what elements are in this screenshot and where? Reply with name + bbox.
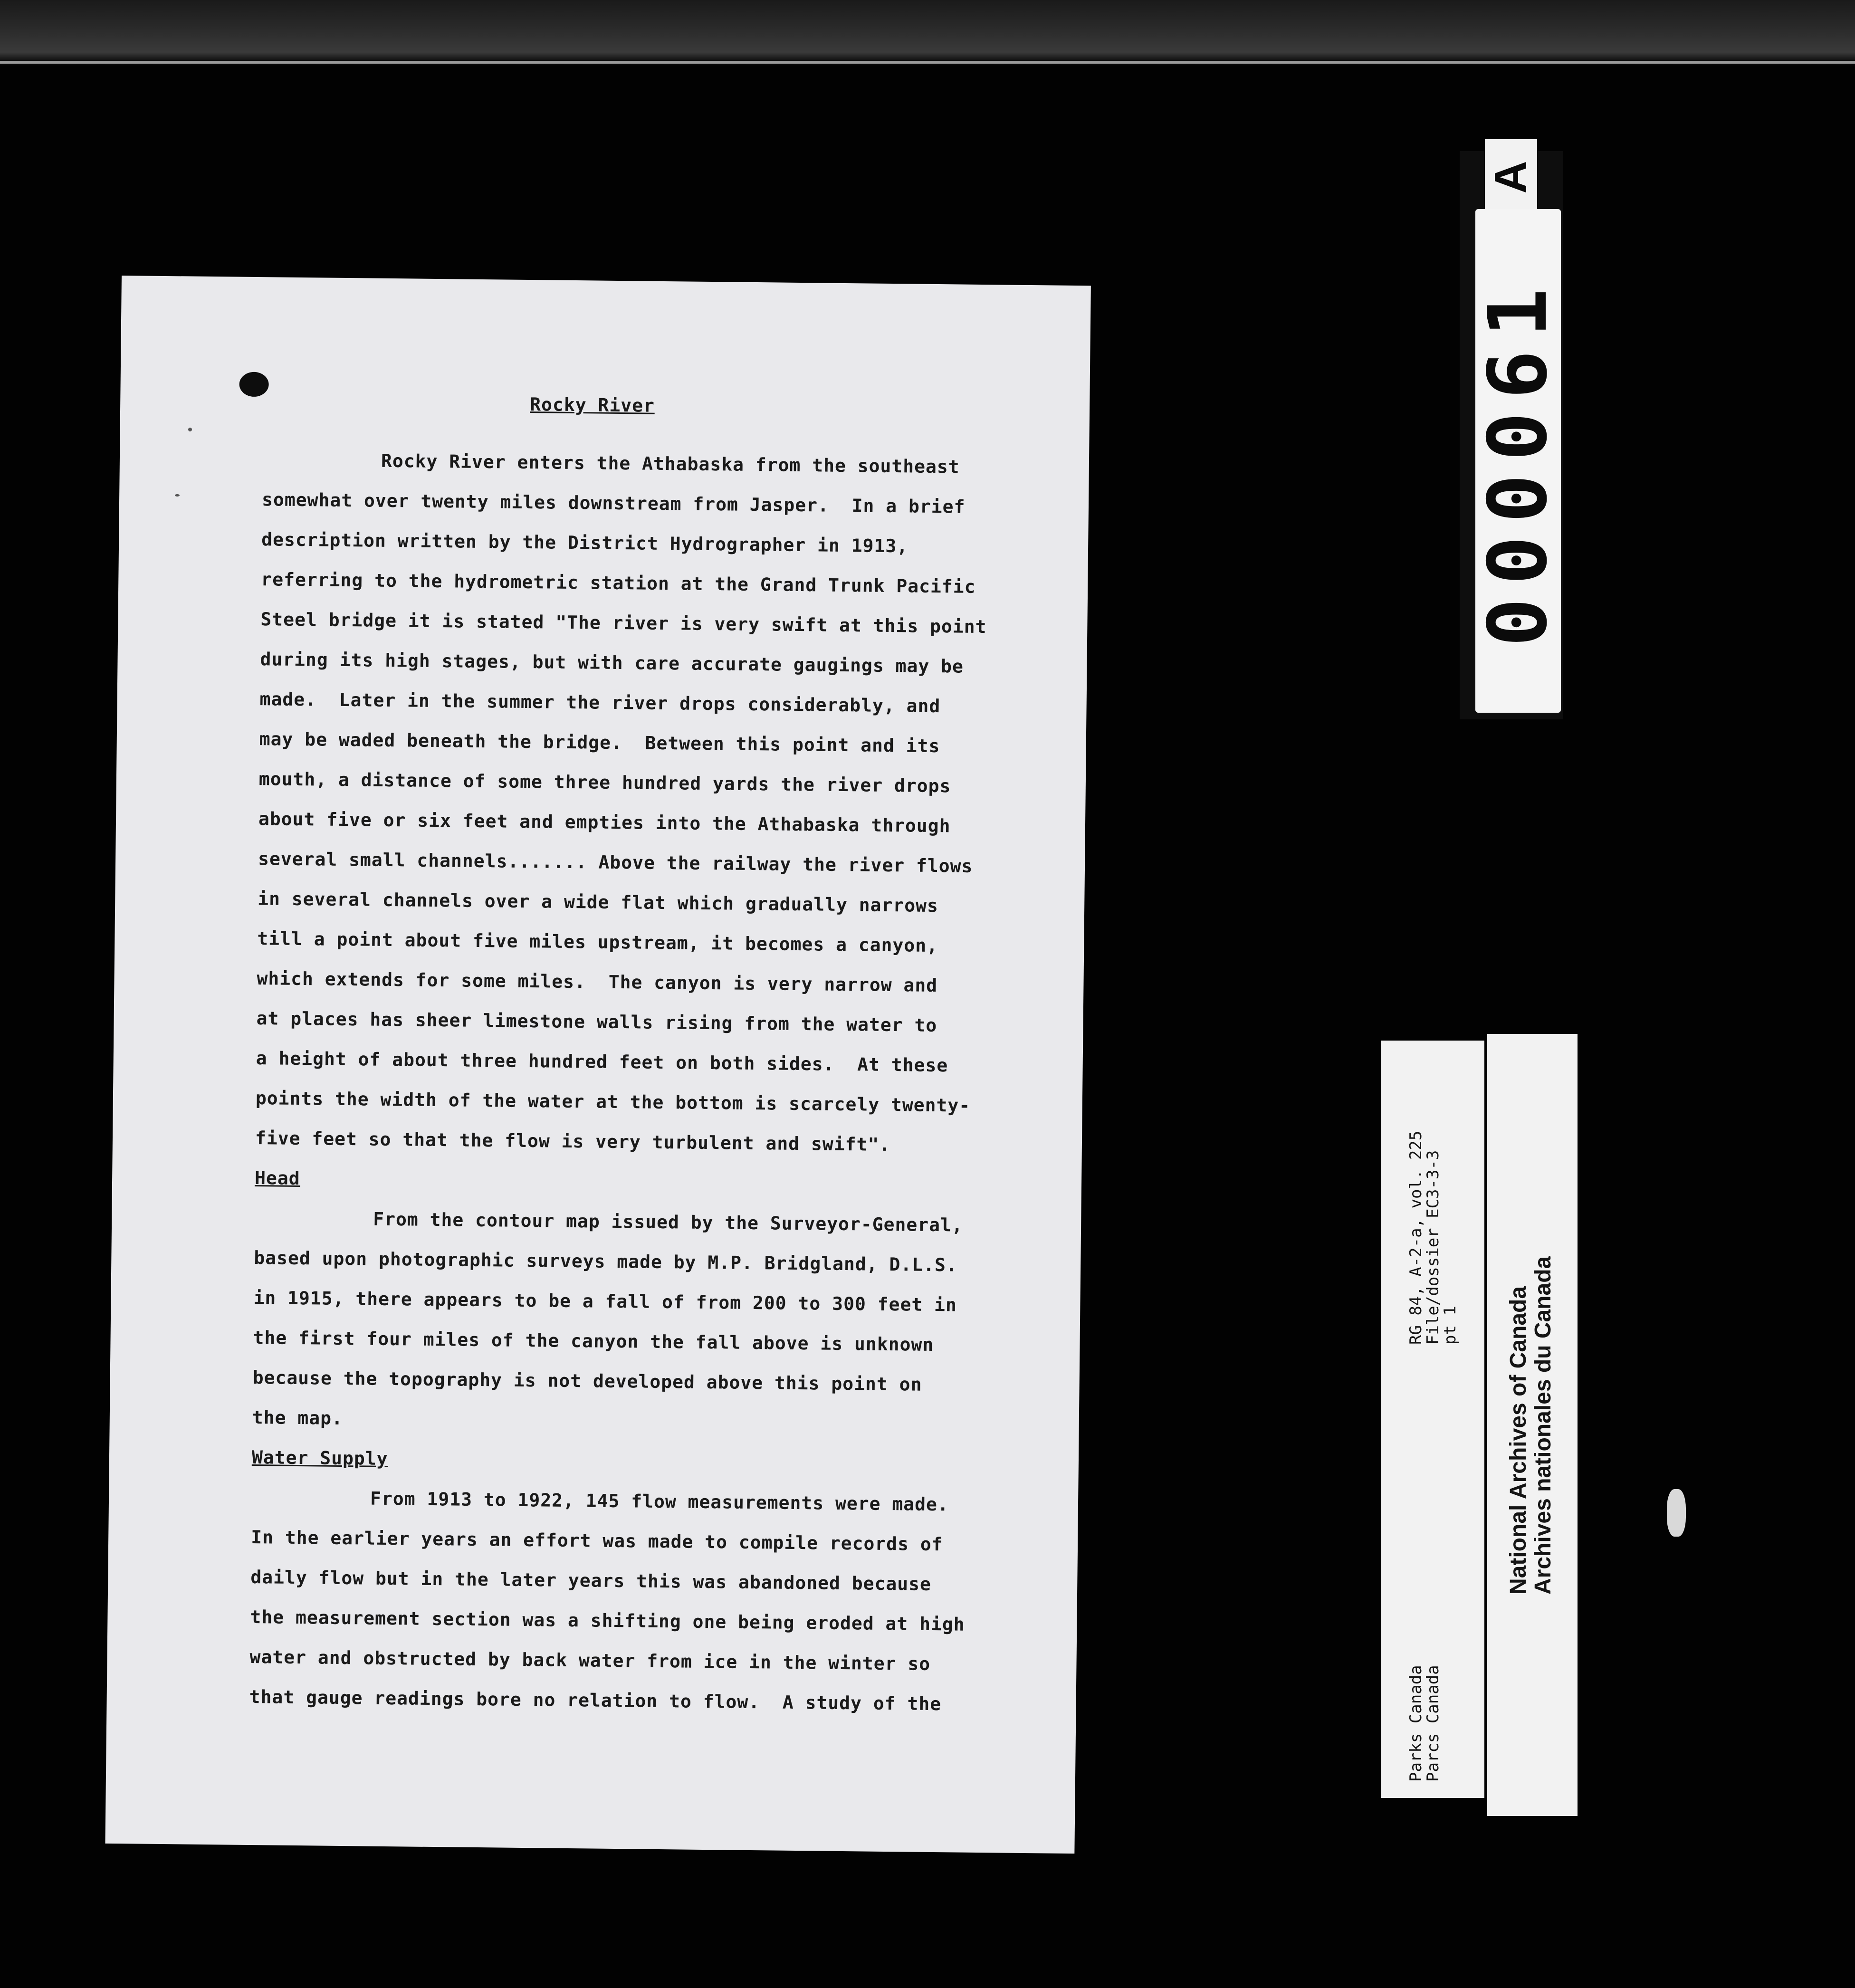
agency-line: Parcs Canada — [1424, 1665, 1443, 1782]
text-line: points the width of the water at the bottom is scarcely twenty- — [255, 1088, 971, 1116]
text-line: that gauge readings bore no relation to flow. A study of the — [249, 1686, 942, 1715]
text-line: referring to the hydrometric station at the Grand Trunk Pacific — [261, 569, 976, 597]
text-line: Steel bridge it is stated "The river is very swift at this point — [260, 609, 987, 638]
text-line: In the earlier years an effort was made to compile records of — [250, 1526, 943, 1555]
archives-name-line: National Archives of Canada — [1506, 1286, 1531, 1595]
film-strip-edge — [0, 0, 1855, 67]
text-line: a height of about three hundred feet on both sides. At these — [256, 1048, 948, 1076]
text-line: From the contour map issued by the Surveyor-General, — [373, 1208, 964, 1236]
text-line: in several channels over a wide flat which gradually narrows — [258, 888, 939, 917]
section-heading-water-supply: Water Supply — [251, 1447, 388, 1470]
text-line: which extends for some miles. The canyon is very narrow and — [257, 968, 938, 996]
text-line: the measurement section was a shifting one being eroded at high — [250, 1606, 965, 1635]
document-page — [105, 276, 1090, 1854]
text-line: water and obstructed by back water from ice in the winter so — [249, 1646, 931, 1674]
frame-number-container — [1471, 209, 1565, 713]
paper-speck — [175, 494, 180, 497]
archive-reference-text — [1407, 1131, 1459, 1345]
reference-line: pt 1 — [1441, 1306, 1460, 1345]
text-line: because the topography is not developed above this point on — [252, 1367, 922, 1395]
text-line: somewhat over twenty miles downstream from Jasper. In a brief — [261, 489, 966, 517]
text-line: in 1915, there appears to be a fall of from 200 to 300 feet in — [253, 1287, 957, 1316]
text-line: description written by the District Hydrographer in 1913, — [261, 529, 908, 557]
text-line: From 1913 to 1922, 145 flow measurements were made. — [370, 1488, 949, 1515]
section-heading-head: Head — [254, 1167, 300, 1189]
text-line: about five or six feet and empties into the Athabaska through — [258, 808, 951, 837]
paper-speck — [188, 428, 192, 431]
film-artifact — [1667, 1489, 1686, 1537]
archives-name-line: Archives nationales du Canada — [1530, 1256, 1556, 1595]
document-title: Rocky River — [529, 394, 655, 416]
reference-line: RG 84, A-2-a, vol. 225 — [1406, 1130, 1425, 1345]
archive-reference-label — [1381, 1041, 1484, 1798]
text-line: five feet so that the flow is very turbulent and swift". — [255, 1128, 891, 1156]
text-line: made. Later in the summer the river drops considerably, and — [259, 688, 941, 717]
frame-letter: A — [1485, 139, 1537, 215]
archives-name — [1506, 1256, 1556, 1595]
reference-line: File/dossier EC3-3-3 — [1424, 1150, 1443, 1345]
text-line: till a point about five miles upstream, it becomes a canyon, — [257, 928, 938, 956]
text-line: based upon photographic surveys made by M.P. Bridgland, D.L.S. — [254, 1247, 957, 1276]
text-line: mouth, a distance of some three hundred yards the river drops — [258, 768, 951, 797]
text-line: during its high stages, but with care accurate gaugings may be — [260, 649, 964, 677]
agency-text — [1407, 1665, 1442, 1782]
frame-number: 000061 — [1471, 275, 1565, 647]
text-line: may be waded beneath the bridge. Between this point and its — [259, 728, 940, 757]
archives-canada-label — [1487, 1034, 1578, 1816]
text-line: the map. — [252, 1407, 344, 1429]
text-line: Rocky River enters the Athabaska from the southeast — [381, 450, 960, 478]
agency-line: Parks Canada — [1406, 1665, 1425, 1782]
text-line: the first four miles of the canyon the fall above is unknown — [253, 1327, 934, 1356]
film-strip-line — [0, 61, 1855, 64]
text-line: at places has sheer limestone walls rising from the water to — [256, 1008, 937, 1036]
text-line: daily flow but in the later years this was abandoned because — [250, 1566, 932, 1595]
text-line: several small channels....... Above the railway the river flows — [258, 848, 973, 877]
document-body — [249, 382, 1071, 1725]
